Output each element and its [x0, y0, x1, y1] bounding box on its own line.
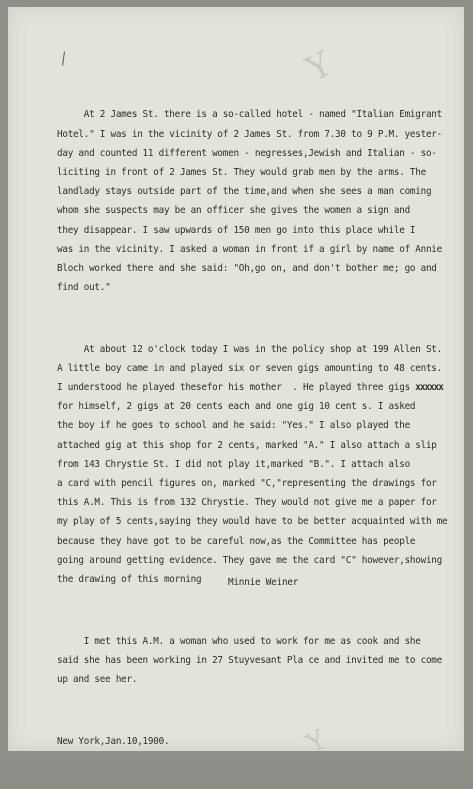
text-line: day and counted 11 different women - negresses,Jewish and Italian - so-: [57, 147, 437, 159]
text-line: said she has been working in 27 Stuyvesant Pla ce and invited me to come: [57, 654, 442, 666]
dateline: New York,Jan.10,1900.: [57, 735, 170, 747]
typed-strikeout: xxxxxx: [415, 382, 443, 394]
signature: Minnie Weiner: [228, 577, 299, 588]
text-line: Hotel." I was in the vicinity of 2 James St. from 7.30 to 9 P.M. yester-: [57, 128, 442, 140]
text-line: was in the vicinity. I asked a woman in front if a girl by name of Annie: [57, 243, 442, 255]
paragraph-cook: [57, 632, 449, 694]
pencil-tick-mark: [62, 52, 71, 67]
text-line: my play of 5 cents,saying they would have to be better acquainted with me: [57, 516, 448, 528]
text-line: landlady stays outside part of the time,and when she sees a man coming: [57, 186, 432, 198]
watermark-mark: Y: [299, 44, 339, 90]
paragraph-policy-shop: [57, 340, 449, 593]
letter-body: [57, 67, 449, 789]
text-line: At 2 James St. there is a so-called hotel - named "Italian Emigrant: [57, 109, 442, 121]
text-line: this A.M. This is from 132 Chrystie. They would not give me a paper for: [57, 497, 437, 509]
text-line: because they have got to be careful now,as the Committee has people: [57, 535, 416, 547]
watermark-mark-bottom: Y: [301, 724, 332, 760]
text-line: I met this A.M. a woman who used to work for me as cook and she: [57, 635, 421, 647]
text-line: attached gig at this shop for 2 cents, marked "A." I also attach a slip: [57, 439, 437, 451]
text-line: the drawing of this morning: [57, 573, 202, 585]
text-line: up and see her.: [57, 673, 138, 685]
paragraph-hotel: [57, 105, 449, 301]
text-line: from 143 Chrystie St. I did not play it,marked "B.". I attach also: [57, 458, 410, 470]
text-line: whom she suspects may be an officer she gives the women a sign and: [57, 205, 410, 217]
text-line: At about 12 o'clock today I was in the policy shop at 199 Allen St.: [57, 343, 442, 355]
text-line: the boy if he goes to school and he said: "Yes." I also played the: [57, 420, 410, 432]
text-line: Bloch worked there and she said: "Oh,go on, and don't bother me; go and: [57, 262, 437, 274]
text-line: they disappear. I saw upwards of 150 men go into this place while I: [57, 224, 416, 236]
text-line: A little boy came in and played six or seven gigs amounting to 48 cents.: [57, 362, 442, 374]
text-line: find out.": [57, 282, 111, 294]
text-line: liciting in front of 2 James St. They would grab men by the arms. The: [57, 166, 426, 178]
text-line: a card with pencil figures on, marked "C,"representing the drawings for: [57, 478, 437, 489]
text-line: for himself, 2 gigs at 20 cents each and one gig 10 cent s. I asked: [57, 401, 416, 413]
text-line: I understood he played thesefor his mother . He played three gigs xxxxxx: [57, 382, 443, 394]
text-line: going around getting evidence. They gave me the card "C" however,showing: [57, 554, 442, 566]
